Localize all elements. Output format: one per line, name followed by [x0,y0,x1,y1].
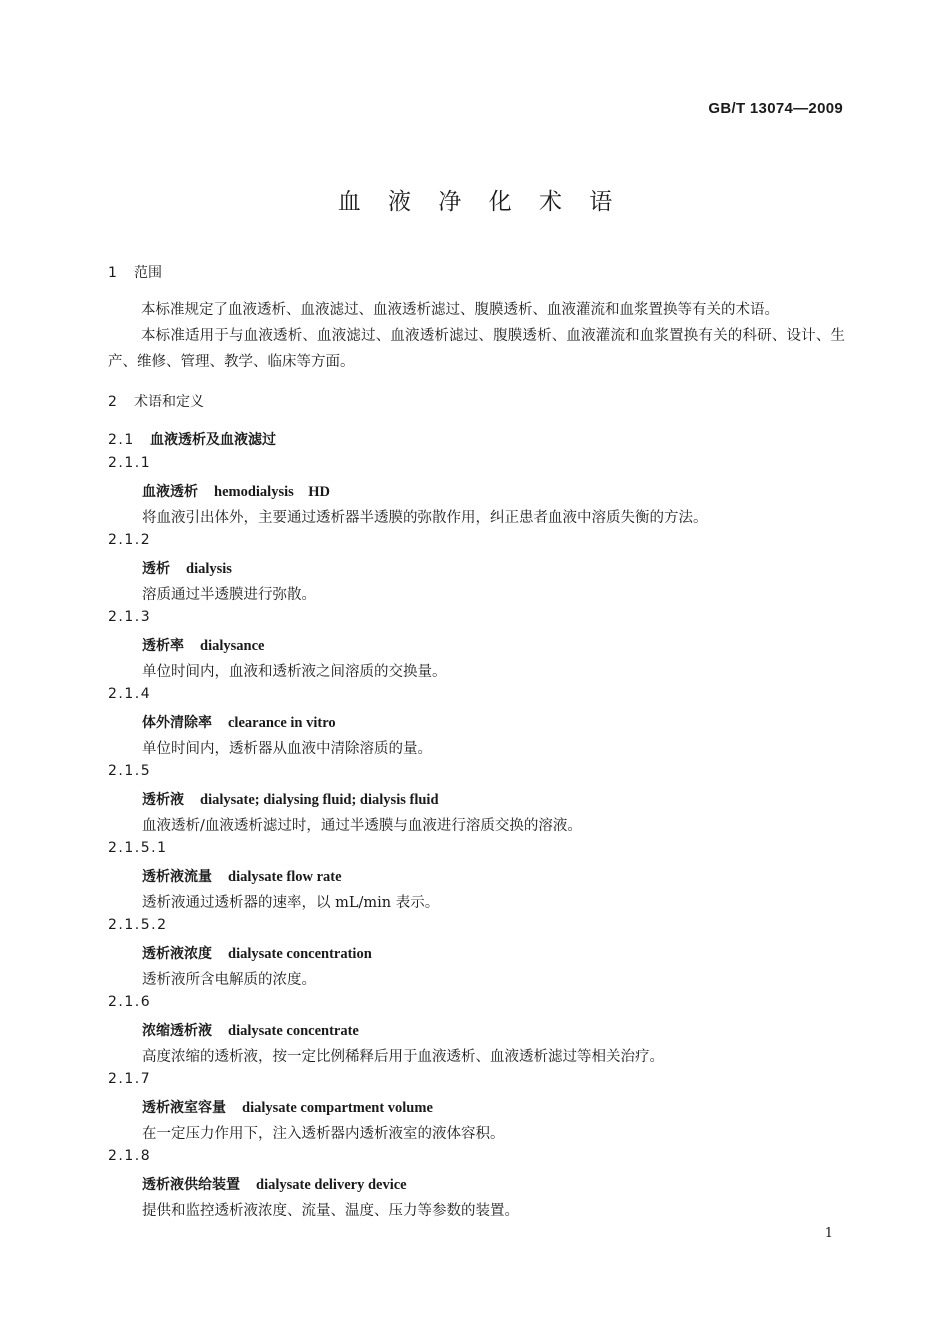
term-heading [142,558,232,578]
term-number: 2.1.1 [108,455,152,471]
term-definition: 溶质通过半透膜进行弥散。 [142,587,316,603]
term-heading [142,712,336,732]
term-en: dialysate compartment volume [242,1100,433,1116]
term-definition: 单位时间内，血液和透析液之间溶质的交换量。 [142,664,447,680]
term-number: 2.1.5.1 [108,840,168,856]
term-heading [142,1174,407,1194]
term-number: 2.1.7 [108,1071,152,1087]
term-en: dialysate concentrate [228,1023,359,1039]
document-title: 血 液 净 化 术 语 [337,189,623,215]
section-title: 范围 [134,265,162,281]
section-number: 2 [108,394,117,410]
term-definition: 血液透析/血液透析滤过时，通过半透膜与血液进行溶质交换的溶液。 [142,818,582,834]
term-cn: 透析率 [142,638,184,654]
term-number: 2.1.5 [108,763,152,779]
term-heading [142,1097,433,1117]
term-cn: 透析液流量 [142,869,212,885]
term-en: dialysate delivery device [256,1177,407,1193]
term-cn: 透析液浓度 [142,946,212,962]
subsection-number: 2.1 [108,432,135,448]
term-heading [142,789,439,809]
term-heading [142,635,264,655]
term-number: 2.1.2 [108,532,152,548]
term-definition: 提供和监控透析液浓度、流量、温度、压力等参数的装置。 [142,1203,519,1219]
term-cn: 体外清除率 [142,715,212,731]
scope-paragraph-1: 本标准规定了血液透析、血液滤过、血液透析滤过、腹膜透析、血液灌流和血浆置换等有关的术语。 [141,302,779,318]
subsection-2-1-heading [108,429,276,449]
term-en: dialysance [200,638,265,654]
term-number: 2.1.8 [108,1148,152,1164]
term-en: dialysis [186,561,232,577]
term-definition: 透析液所含电解质的浓度。 [142,972,316,988]
term-en: dialysate; dialysing fluid; dialysis fluid [200,792,439,808]
term-definition: 高度浓缩的透析液，按一定比例稀释后用于血液透析、血液透析滤过等相关治疗。 [142,1049,664,1065]
term-number: 2.1.5.2 [108,917,168,933]
term-number: 2.1.6 [108,994,152,1010]
section-number: 1 [108,265,117,281]
term-cn: 血液透析 [142,484,198,500]
term-heading [142,1020,359,1040]
term-en: hemodialysis HD [214,484,331,500]
term-number: 2.1.3 [108,609,152,625]
standard-number: GB/T 13074—2009 [708,100,843,117]
term-cn: 透析液室容量 [142,1100,226,1116]
section-title: 术语和定义 [134,394,204,410]
section-2-heading [108,391,204,411]
term-cn: 浓缩透析液 [142,1023,212,1039]
term-cn: 透析液供给装置 [142,1177,240,1193]
term-heading [142,481,330,501]
term-definition: 将血液引出体外，主要通过透析器半透膜的弥散作用，纠正患者血液中溶质失衡的方法。 [142,510,708,526]
term-heading [142,866,342,886]
term-en: dialysate concentration [228,946,372,962]
term-definition: 透析液通过透析器的速率，以 mL/min 表示。 [142,895,440,911]
term-en: clearance in vitro [228,715,336,731]
term-cn: 透析液 [142,792,184,808]
term-number: 2.1.4 [108,686,152,702]
section-1-heading [108,262,162,282]
term-heading [142,943,372,963]
term-definition: 单位时间内，透析器从血液中清除溶质的量。 [142,741,432,757]
scope-paragraph-2: 本标准适用于与血液透析、血液滤过、血液透析滤过、腹膜透析、血液灌流和血浆置换有关的科研、设计、生产、维修、管理、教学、临床等方面。 [108,328,845,370]
term-definition: 在一定压力作用下，注入透析器内透析液室的液体容积。 [142,1126,505,1142]
page-number: 1 [824,1226,833,1241]
subsection-title: 血液透析及血液滤过 [150,432,276,448]
term-en: dialysate flow rate [228,869,342,885]
term-cn: 透析 [142,561,170,577]
